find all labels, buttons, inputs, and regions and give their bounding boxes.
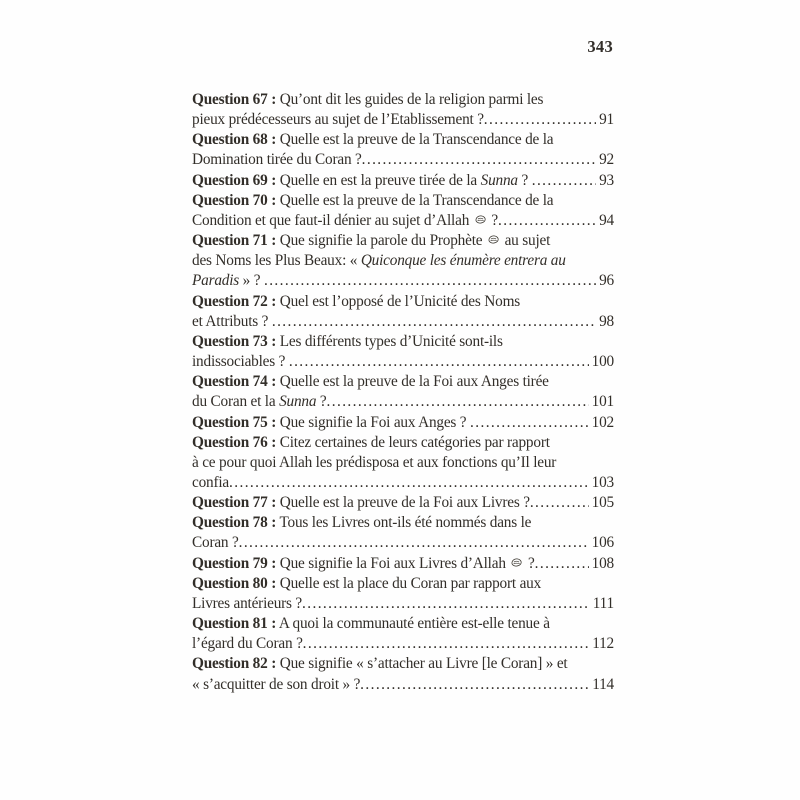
toc-line [192,171,614,191]
dot-leader [302,594,590,614]
toc-text: ? [517,171,532,189]
toc-text: à ce pour quoi Allah les prédisposa et aux fonctions qu’Il leur [192,453,557,471]
toc-page-ref: 100 [591,353,614,371]
toc-text: Citez certaines de leurs catégories par rapport [276,433,550,451]
toc-entry [192,574,614,614]
toc-page-ref: 112 [592,635,614,653]
dot-leader [362,150,596,170]
toc-text: A quoi la communauté entière est-elle tenue à [276,615,550,633]
toc-page-ref: 96 [599,272,614,290]
toc-line [192,453,614,473]
honorific-allah-icon [509,557,524,568]
toc-text: ? [487,211,498,229]
toc-line [192,292,614,312]
dot-leader [239,533,589,553]
toc-entry [192,614,614,654]
toc-line [192,231,614,251]
toc-page-ref: 102 [591,413,614,431]
toc-line [192,150,614,170]
toc-entry [192,90,614,130]
dot-leader [535,554,589,574]
toc-entry [192,493,614,513]
toc-text: Que signifie la Foi aux Anges ? [276,413,471,431]
toc-entry [192,413,614,433]
question-label: Question 74 : [192,373,277,391]
toc-line [192,654,614,674]
toc-line [192,574,614,594]
question-label: Question 78 : [192,514,277,532]
toc-text: Qu’ont dit les guides de la religion parmi les [276,91,544,108]
dot-leader [327,392,589,412]
toc-page-ref: 105 [591,494,614,512]
honorific-allah-icon [473,214,488,225]
toc-text: Sunna [279,393,317,411]
toc-line [192,413,614,433]
toc-text: Quelle est la preuve de la Foi aux Livres ? [276,494,530,512]
question-label: Question 77 : [192,494,277,512]
toc-text: Quelle est la preuve de la Foi aux Anges tirée [276,373,549,391]
toc-text: des Noms les Plus Beaux: « [192,252,361,270]
question-label: Question 72 : [192,292,277,310]
toc-line [192,271,614,291]
toc-line [192,675,614,695]
question-label: Question 81 : [192,615,277,633]
toc-text: Coran ? [192,534,239,552]
dot-leader [532,171,596,191]
question-label: Question 71 : [192,232,277,250]
toc-entry [192,292,614,332]
toc-line [192,312,614,332]
toc-text: du Coran et la [192,393,280,411]
toc-text: Que signifie « s’attacher au Livre [le Coran] » et [276,655,568,673]
toc-text: Quelle en est la preuve tirée de la [276,171,481,189]
question-label: Question 76 : [192,433,277,451]
toc-line [192,433,614,453]
toc-page-ref: 103 [591,473,614,491]
toc-text: Condition et que faut-il dénier au sujet d’Allah [192,211,473,229]
toc-text: indissociables ? [192,353,289,371]
question-label: Question 75 : [192,413,277,431]
toc-line [192,352,614,372]
toc-entry [192,513,614,553]
toc-text: l’égard du Coran ? [192,635,303,653]
toc-line [192,614,614,634]
toc-entry [192,171,614,191]
dot-leader [272,312,596,332]
dot-leader [360,675,589,695]
toc-entry [192,130,614,170]
toc-entry [192,191,614,231]
question-label: Question 69 : [192,171,277,189]
toc-text: ? [524,554,535,572]
dot-leader [530,493,589,513]
toc-line [192,372,614,392]
toc-entry [192,231,614,291]
toc-entry [192,372,614,412]
toc-page-ref: 98 [599,312,614,330]
question-label: Question 70 : [192,191,277,209]
dot-leader [484,110,596,130]
toc-line [192,493,614,513]
toc-page-ref: 94 [599,211,614,229]
toc-page-ref: 93 [599,171,614,189]
toc-page-ref: 91 [599,111,614,129]
toc-text: pieux prédécesseurs au sujet de l’Etablissement ? [192,111,484,129]
question-label: Question 73 : [192,332,277,350]
toc-text: » ? [239,272,264,290]
toc-text: au sujet [500,232,551,250]
toc-page-ref: 114 [592,675,614,693]
toc-line [192,533,614,553]
toc-page-ref: 111 [592,594,614,612]
toc-text: et Attributs ? [192,312,272,330]
question-label: Question 82 : [192,655,277,673]
toc-text: Quelle est la place du Coran par rapport aux [276,574,542,592]
toc [192,90,614,695]
toc-line [192,191,614,211]
toc-line [192,130,614,150]
toc-page-ref: 92 [599,151,614,169]
page-number: 343 [587,37,613,56]
toc-line [192,211,614,231]
dot-leader [498,211,596,231]
toc-text: Paradis [192,272,240,290]
toc-text: Que signifie la parole du Prophète [276,232,486,250]
toc-line [192,251,614,271]
toc-line [192,110,614,130]
toc-text: Domination tirée du Coran ? [192,151,362,169]
toc-text: Quiconque les énumère entrera au [360,252,566,270]
toc-line [192,594,614,614]
toc-line [192,473,614,493]
toc-text: Tous les Livres ont-ils été nommés dans le [276,514,532,532]
toc-text: Quelle est la preuve de la Transcendance de la [276,191,554,209]
toc-text: Quel est l’opposé de l’Unicité des Noms [276,292,521,310]
toc-line [192,332,614,352]
dot-leader [470,413,589,433]
dot-leader [264,271,596,291]
toc-entry [192,332,614,372]
toc-page-ref: 108 [591,554,614,572]
toc-line [192,513,614,533]
toc-text: « s’acquitter de son droit » ? [192,675,361,693]
toc-text: Les différents types d’Unicité sont-ils [276,332,503,350]
toc-entry [192,433,614,493]
toc-line [192,554,614,574]
toc-page-ref: 106 [591,534,614,552]
question-label: Question 68 : [192,131,277,149]
toc-text: Sunna [480,171,518,189]
toc-entry [192,554,614,574]
toc-entry [192,654,614,694]
toc-text: Quelle est la preuve de la Transcendance de la [276,131,554,149]
toc-page-ref: 101 [591,393,614,411]
toc-text: ? [316,393,327,411]
toc-text: Livres antérieurs ? [192,594,303,612]
dot-leader [303,634,590,654]
question-label: Question 67 : [192,91,277,108]
question-label: Question 79 : [192,554,277,572]
toc-text: confia [192,473,230,491]
toc-line [192,90,614,110]
dot-leader [229,473,589,493]
question-label: Question 80 : [192,574,277,592]
toc-line [192,392,614,412]
honorific-prophet-icon [486,234,501,245]
dot-leader [289,352,589,372]
toc-text: Que signifie la Foi aux Livres d’Allah [276,554,510,572]
toc-line [192,634,614,654]
